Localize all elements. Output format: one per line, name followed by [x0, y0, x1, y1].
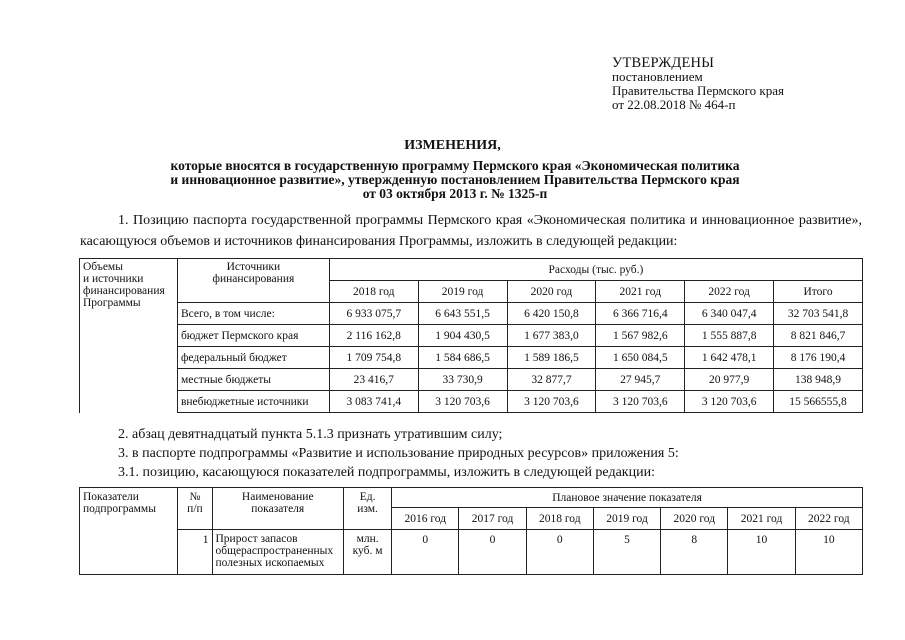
- row-number: 1: [178, 530, 212, 575]
- paragraph-4: 3.1. позицию, касающуюся показателей подпрограммы, изложить в следующей редакции:: [118, 465, 655, 480]
- approval-title: УТВЕРЖДЕНЫ: [612, 55, 715, 71]
- document-subtitle: [130, 159, 780, 201]
- year-header: 2019 год: [418, 281, 507, 303]
- header-text: п/п: [187, 503, 203, 515]
- year-header: 2021 год: [728, 508, 795, 530]
- document-title: ИЗМЕНЕНИЯ,: [404, 138, 501, 153]
- row-label: местные бюджеты: [177, 369, 329, 391]
- table-cell: 2 116 162,8: [329, 325, 418, 347]
- table-cell: 0: [459, 530, 526, 575]
- table-cell: 23 416,7: [329, 369, 418, 391]
- table-cell: 6 340 047,4: [685, 303, 774, 325]
- label-text: Объемы: [83, 261, 123, 273]
- header-text: подпрограммы: [83, 503, 156, 515]
- table-cell: 8: [661, 530, 728, 575]
- year-header: Итого: [774, 281, 863, 303]
- row-label: Всего, в том числе:: [177, 303, 329, 325]
- table-cell: 15 566555,8: [774, 391, 863, 413]
- year-header: 2018 год: [329, 281, 418, 303]
- table-cell: 10: [795, 530, 862, 575]
- indicators-table: [79, 487, 863, 575]
- paragraph-2: 2. абзац девятнадцатый пункта 5.1.3 признать утратившим силу;: [118, 427, 503, 442]
- table-cell: 1 555 887,8: [685, 325, 774, 347]
- table-row: [80, 530, 863, 575]
- table-row: [80, 303, 863, 325]
- year-header: 2022 год: [795, 508, 862, 530]
- table-cell: 8 821 846,7: [774, 325, 863, 347]
- indicator-name-header: Наименование показателя: [212, 488, 344, 530]
- table-cell: 32 877,7: [507, 369, 596, 391]
- paragraph-3: 3. в паспорте подпрограммы «Развитие и использование природных ресурсов» приложения 5:: [118, 446, 679, 461]
- year-header: 2020 год: [661, 508, 728, 530]
- header-text: Показатели: [83, 491, 139, 503]
- indicators-label-header: [80, 488, 178, 530]
- table-cell: 0: [392, 530, 459, 575]
- table-cell: 8 176 190,4: [774, 347, 863, 369]
- year-header: 2016 год: [392, 508, 459, 530]
- table-cell: 3 083 741,4: [329, 391, 418, 413]
- expenses-header: Расходы (тыс. руб.): [329, 259, 862, 281]
- label-text: финансирования: [83, 285, 165, 297]
- table-cell: 10: [728, 530, 795, 575]
- year-header: 2021 год: [596, 281, 685, 303]
- number-header: [178, 488, 212, 530]
- table-cell: 1 677 383,0: [507, 325, 596, 347]
- subtitle-line: и инновационное развитие», утвержденную постановлением Правительства Пермского края: [170, 172, 740, 187]
- subtitle-line: от 03 октября 2013 г. № 1325-п: [362, 186, 548, 201]
- approval-line: постановлением: [612, 69, 703, 84]
- approval-line: от 22.08.2018 № 464-п: [612, 97, 736, 112]
- header-text: Ед.: [359, 491, 376, 503]
- name-text: полезных ископаемых: [215, 557, 325, 569]
- table-cell: 6 420 150,8: [507, 303, 596, 325]
- unit-text: млн.: [356, 533, 379, 545]
- table-cell: 33 730,9: [418, 369, 507, 391]
- row-label: бюджет Пермского края: [177, 325, 329, 347]
- table-cell: 3 120 703,6: [685, 391, 774, 413]
- unit-text: куб. м: [352, 545, 383, 557]
- header-text: Источники: [226, 261, 281, 273]
- table-cell: 1 589 186,5: [507, 347, 596, 369]
- label-text: Программы: [83, 297, 141, 309]
- table-cell: 138 948,9: [774, 369, 863, 391]
- header-text: изм.: [357, 503, 378, 515]
- indicator-name: [212, 530, 344, 575]
- table-cell: 3 120 703,6: [507, 391, 596, 413]
- table-row: [80, 347, 863, 369]
- table-cell: 32 703 541,8: [774, 303, 863, 325]
- table-cell: 6 933 075,7: [329, 303, 418, 325]
- table-cell: 3 120 703,6: [418, 391, 507, 413]
- header-text: финансирования: [212, 273, 295, 285]
- plan-header: Плановое значение показателя: [392, 488, 863, 508]
- table-cell: 1 904 430,5: [418, 325, 507, 347]
- row-label: внебюджетные источники: [177, 391, 329, 413]
- empty-cell: [80, 530, 178, 575]
- unit-cell: [344, 530, 392, 575]
- table-cell: 1 650 084,5: [596, 347, 685, 369]
- table-cell: 27 945,7: [596, 369, 685, 391]
- table-cell: 6 643 551,5: [418, 303, 507, 325]
- label-text: и источники: [83, 273, 144, 285]
- table-cell: 20 977,9: [685, 369, 774, 391]
- table-cell: 1 709 754,8: [329, 347, 418, 369]
- year-header: 2018 год: [526, 508, 593, 530]
- name-text: общераспространенных: [215, 545, 334, 557]
- name-text: Прирост запасов: [215, 533, 298, 545]
- header-text: №: [189, 491, 201, 503]
- table-cell: 1 642 478,1: [685, 347, 774, 369]
- table-cell: 6 366 716,4: [596, 303, 685, 325]
- sources-header: [177, 259, 329, 303]
- finance-label-cell: [80, 259, 178, 413]
- year-header: 2017 год: [459, 508, 526, 530]
- approval-stamp: [612, 56, 784, 112]
- year-header: 2020 год: [507, 281, 596, 303]
- unit-header: [344, 488, 392, 530]
- paragraph-1: 1. Позицию паспорта государственной программы Пермского края «Экономическая политика и инновационное развитие», касающуюся объемов и источников финансирования Программы, изложить в следующей редакции:: [80, 213, 862, 249]
- year-header: 2022 год: [685, 281, 774, 303]
- table-row: [80, 369, 863, 391]
- table-cell: 5: [593, 530, 660, 575]
- table-row: [80, 391, 863, 413]
- approval-line: Правительства Пермского края: [612, 83, 784, 98]
- table-cell: 1 567 982,6: [596, 325, 685, 347]
- table-cell: 1 584 686,5: [418, 347, 507, 369]
- table-cell: 3 120 703,6: [596, 391, 685, 413]
- finance-table: [79, 258, 863, 413]
- table-cell: 0: [526, 530, 593, 575]
- subtitle-line: которые вносятся в государственную программу Пермского края «Экономическая политика: [170, 158, 740, 173]
- row-label: федеральный бюджет: [177, 347, 329, 369]
- year-header: 2019 год: [593, 508, 660, 530]
- table-row: [80, 325, 863, 347]
